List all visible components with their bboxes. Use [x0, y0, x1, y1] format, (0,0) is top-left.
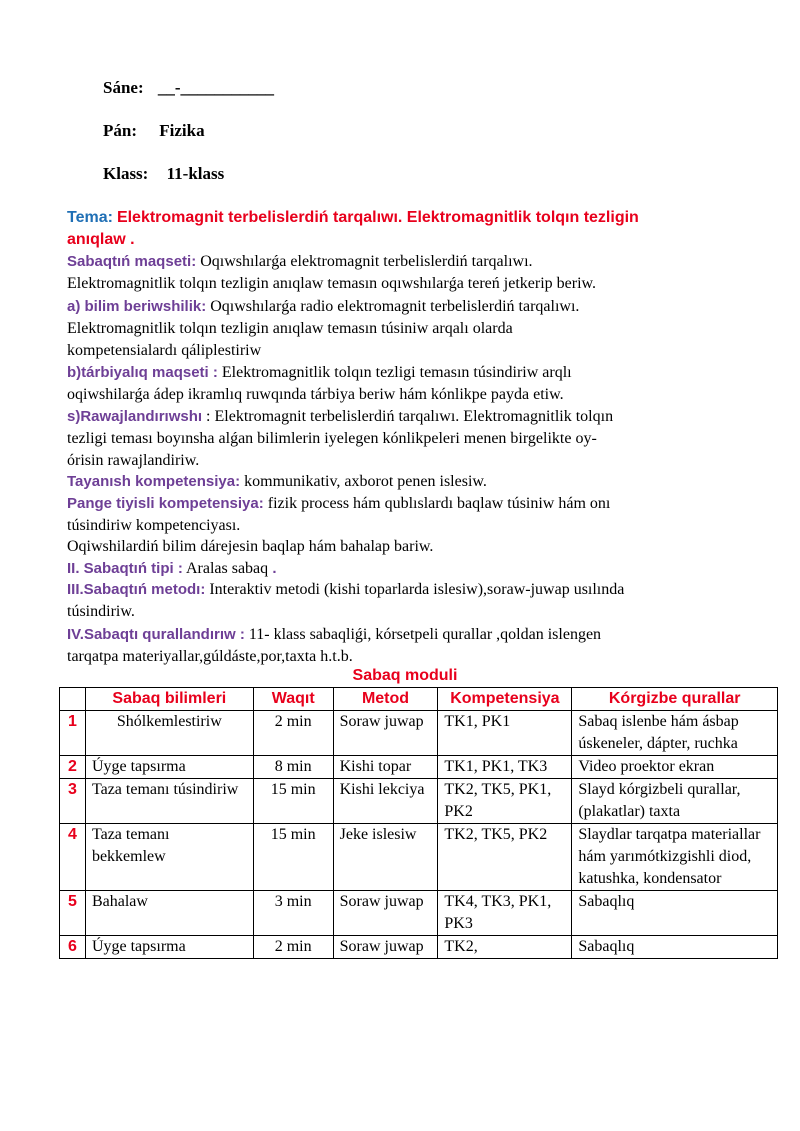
tip-dot: .: [268, 560, 277, 577]
b-line-1: [67, 362, 572, 384]
class-value: 11-klass: [166, 164, 225, 183]
pange-label: Pange tiyisli kompetensiya:: [67, 495, 264, 512]
metod-text-2: túsindiriw.: [67, 603, 135, 620]
header-time: Waqıt: [253, 688, 333, 711]
qural-label: IV.Sabaqtı qurallandırıw :: [67, 626, 245, 643]
row-number: 2: [60, 756, 86, 779]
row-number: 5: [60, 891, 86, 936]
row-materials: Sabaq islenbe hám ásbap úskeneler, dápter, ruchka: [572, 711, 778, 756]
tema-line-2: [67, 229, 135, 251]
s-text-3: órisin rawajlandiriw.: [67, 452, 200, 469]
header-competence: Kompetensiya: [438, 688, 572, 711]
row-time: 3 min: [253, 891, 333, 936]
metod-text-1: Interaktiv metodi (kishi toparlarda islesiw),soraw-juwap usılında: [205, 581, 625, 598]
tema-text-2: anıqlaw .: [67, 231, 135, 248]
row-topic: Shólkemlestiriw: [85, 711, 253, 756]
metod-line-2: [67, 601, 135, 623]
table-row: [60, 936, 778, 959]
pange-line-2: [67, 515, 240, 537]
metod-line-1: [67, 579, 624, 601]
tema-label: Tema:: [67, 209, 113, 226]
row-materials: Sabaqlıq: [572, 936, 778, 959]
row-time: 2 min: [253, 711, 333, 756]
row-topic: Taza temanı bekkemlew: [85, 824, 253, 891]
s-label: s)Rawajlandırıwshı: [67, 408, 203, 425]
s-text-1: : Elektromagnit terbelislerdiń tarqalıwı. Elektromagnitlik tolqın: [202, 408, 614, 425]
row-competence: TK1, PK1, TK3: [438, 756, 572, 779]
date-label: Sáne:: [103, 78, 144, 97]
row-time: 15 min: [253, 779, 333, 824]
b-text-1: Elektromagnitlik tolqın tezligi temasın túsindiriw arqlı: [217, 364, 572, 381]
row-method: Kishi topar: [333, 756, 438, 779]
header-topics: Sabaq bilimleri: [85, 688, 253, 711]
row-topic: Úyge tapsırma: [85, 936, 253, 959]
row-materials: Slayd kórgizbeli qurallar,(plakatlar) taxta: [572, 779, 778, 824]
metod-label: III.Sabaqtıń metodı:: [67, 581, 206, 598]
goal-line-1: [67, 251, 533, 273]
row-competence: TK2, TK5, PK2: [438, 824, 572, 891]
bilim-text: Oqiwshilardiń bilim dárejesin baqlap hám bahalap bariw.: [67, 538, 434, 555]
a-line-2: [67, 318, 513, 340]
a-label: a) bilim beriwshilik:: [67, 298, 207, 315]
subject-line: [103, 121, 205, 141]
a-line-1: [67, 296, 579, 318]
row-time: 15 min: [253, 824, 333, 891]
row-number: 6: [60, 936, 86, 959]
row-method: Soraw juwap: [333, 936, 438, 959]
table-row: [60, 824, 778, 891]
s-line-2: [67, 428, 597, 450]
tayanish-label: Tayanısh kompetensiya:: [67, 473, 241, 490]
tip-line: [67, 558, 277, 580]
header-num: [60, 688, 86, 711]
row-competence: TK2, TK5, PK1, PK2: [438, 779, 572, 824]
tayanish-line: [67, 471, 487, 493]
table-row: [60, 891, 778, 936]
tema-text-1: Elektromagnit terbelislerdiń tarqalıwı. Elektromagnitlik tolqın tezligin: [116, 209, 639, 226]
tayanish-text: kommunikativ, axborot penen islesiw.: [240, 473, 487, 490]
table-row: [60, 756, 778, 779]
tema-line-1: [67, 207, 639, 229]
row-time: 2 min: [253, 936, 333, 959]
table-row: [60, 779, 778, 824]
row-method: Kishi lekciya: [333, 779, 438, 824]
row-materials: Sabaqlıq: [572, 891, 778, 936]
s-line-1: [67, 406, 613, 428]
qural-line-1: [67, 624, 601, 646]
a-text-3: kompetensialardı qáliplestiriw: [67, 342, 262, 359]
tip-label: II. Sabaqtıń tipi :: [67, 560, 183, 577]
row-competence: TK1, PK1: [438, 711, 572, 756]
row-number: 4: [60, 824, 86, 891]
row-topic: Úyge tapsırma: [85, 756, 253, 779]
row-topic: Bahalaw: [85, 891, 253, 936]
header-materials: Kórgizbe qurallar: [572, 688, 778, 711]
qural-line-2: [67, 646, 353, 668]
a-line-3: [67, 340, 261, 362]
a-text-1: Oqıwshılarǵa radio elektromagnit terbelislerdiń tarqalıwı.: [206, 298, 580, 315]
goal-text-1: Oqıwshılarǵa elektromagnit terbelislerdiń tarqalıwı.: [196, 253, 533, 270]
row-topic: Taza temanı túsindiriw: [85, 779, 253, 824]
row-method: Jeke islesiw: [333, 824, 438, 891]
table-caption: Sabaq moduli: [352, 667, 458, 684]
bilim-line: [67, 536, 433, 558]
row-method: Soraw juwap: [333, 711, 438, 756]
pange-text-2: túsindiriw kompetenciyası.: [67, 517, 241, 534]
goal-line-2: [67, 273, 596, 295]
table-header-row: [60, 688, 778, 711]
row-time: 8 min: [253, 756, 333, 779]
table-row: [60, 711, 778, 756]
row-number: 1: [60, 711, 86, 756]
goal-text-2: Elektromagnitlik tolqın tezligin anıqlaw temasın oqıwshılarǵa tereń jetkerip beriw.: [67, 275, 597, 292]
b-label: b)tárbiyalıq maqseti :: [67, 364, 218, 381]
lesson-module-table: [59, 687, 778, 959]
b-line-2: [67, 384, 564, 406]
date-line: [103, 78, 274, 98]
goal-label: Sabaqtıń maqseti:: [67, 253, 197, 270]
row-materials: Slaydlar tarqatpa materiallar hám yarımótkizgishli diod, katushka, kondensator: [572, 824, 778, 891]
tip-text: Aralas sabaq: [182, 560, 269, 577]
row-competence: TK2,: [438, 936, 572, 959]
row-materials: Video proektor ekran: [572, 756, 778, 779]
subject-label: Pán:: [103, 121, 137, 140]
row-competence: TK4, TK3, PK1, PK3: [438, 891, 572, 936]
s-line-3: [67, 450, 199, 472]
class-label: Klass:: [103, 164, 149, 183]
class-line: [103, 164, 224, 184]
row-number: 3: [60, 779, 86, 824]
s-text-2: tezligi teması boyınsha alǵan bilimlerin iyelegen kónlikpeleri menen birgelikte oy-: [67, 430, 597, 447]
header-method: Metod: [333, 688, 438, 711]
date-value: __-___________: [157, 78, 275, 97]
a-text-2: Elektromagnitlik tolqın tezligin anıqlaw temasın túsiniw arqalı olarda: [67, 320, 513, 337]
subject-value: Fizika: [159, 121, 205, 140]
pange-text-1: fizik process hám qublıslardı baqlaw túsiniw hám onı: [263, 495, 611, 512]
b-text-2: oqiwshilarǵa ádep ikramlıq ruwqında tárbiya beriw hám kónlikpe payda etiw.: [67, 386, 564, 403]
pange-line-1: [67, 493, 610, 515]
row-method: Soraw juwap: [333, 891, 438, 936]
qural-text-2: tarqatpa materiyallar,gúldáste,por,taxta h.t.b.: [67, 648, 353, 665]
qural-text-1: 11- klass sabaqliǵi, kórsetpeli qurallar ,qoldan islengen: [244, 626, 602, 643]
